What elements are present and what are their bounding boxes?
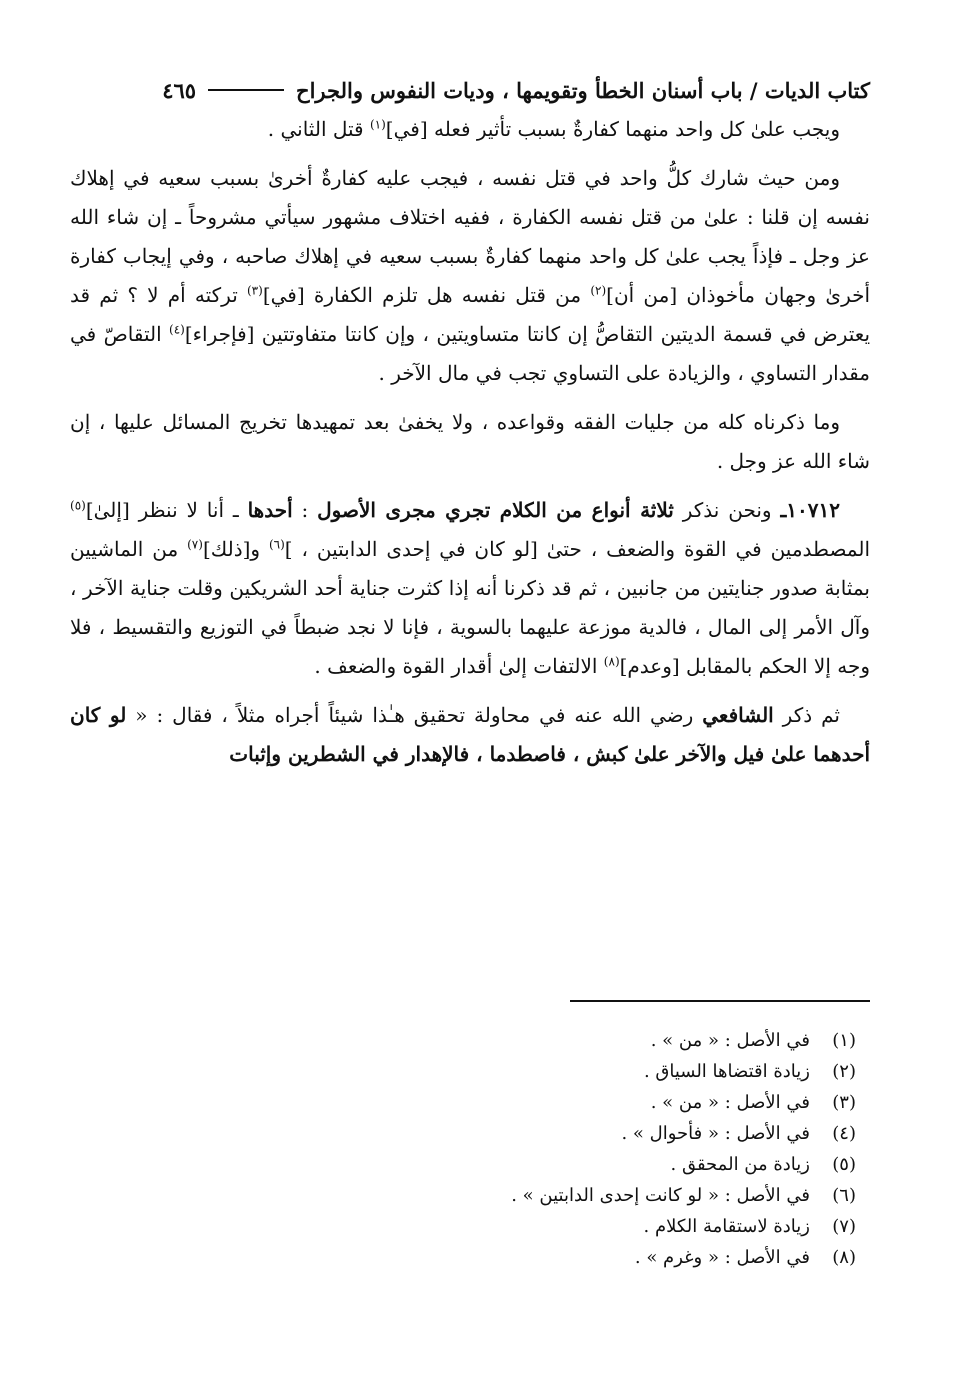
footnote-number: (١) [832, 1030, 856, 1051]
footnote-text: زيادة لاستقامة الكلام . [643, 1216, 810, 1237]
bold-text: الشافعي [702, 703, 774, 727]
text-run: تركته أم لا ؟ ثم قد يعترض في قسمة الديتين التقاصُّ إن كانتا متساويتين ، وإن كانتا متفاوتتين [فإجراء] [70, 283, 871, 346]
footnote-number: (٣) [832, 1092, 856, 1113]
footnote-ref: (٣) [246, 283, 263, 298]
text-run: وما ذكرناه كله من جليات الفقه وقواعده ، ولا يخفىٰ بعد تمهيدها تخريج المسائل عليها ، إن شاء الله عز وجل . [70, 410, 870, 473]
footnote-text: زيادة اقتضاها السياق . [643, 1061, 810, 1082]
footnote-item [70, 1087, 870, 1118]
text-run: ونحن نذكر [673, 498, 781, 522]
text-run: من الماشيين بمثابة صدور جنايتين من جانبين ، ثم قد ذكرنا أنه إذا كثرت جناية أحد الشريكين وقلت جناية الآخر ، وآل الأمر إلى المال ، فالدية موزعة عليهما بالسوية ، فإنا لا نجد ضبطاً في التوزيع والتقسيط ، فلا وجه إلا الحكم بالمقابل [وعدم] [70, 537, 871, 678]
text-run: رضي الله عنه في محاولة تحقيق هـٰذا شيئاً أجراه مثلاً ، فقال : « [126, 703, 703, 727]
paragraph [70, 403, 870, 481]
footnote-number: (٥) [832, 1154, 856, 1175]
bold-text: ١٠٧١٢ـ [780, 498, 841, 522]
footnote-text: في الأصل : « وغرم » . [634, 1247, 810, 1268]
text-run: ثم ذكر [773, 703, 840, 727]
header-rule [208, 89, 284, 91]
book-page [70, 70, 870, 1330]
main-text [70, 110, 870, 774]
paragraph [70, 696, 870, 774]
footnote-number: (٦) [832, 1185, 856, 1206]
footnote-separator [570, 1000, 870, 1002]
footnote-ref: (١) [369, 117, 386, 132]
footnote-number: (٧) [832, 1216, 856, 1237]
footnote-item [70, 1242, 870, 1273]
footnote-ref: (٤) [169, 322, 185, 337]
bold-text: أحدها [247, 498, 293, 522]
footnote-number: (٢) [832, 1061, 856, 1082]
running-header [70, 70, 870, 110]
footnote-text: في الأصل : « فأحوال » . [621, 1123, 810, 1144]
footnote-text: في الأصل : « لو كانت إحدى الدابتين » . [511, 1185, 810, 1206]
text-run: ـ أنا لا ننظر [إلىٰ] [85, 498, 248, 522]
text-run: الالتفات إلىٰ أقدار القوة والضعف . [314, 654, 604, 678]
text-run: ويجب علىٰ كل واحد منهما كفارةٌ بسبب تأثير فعله [في] [385, 117, 840, 141]
footnote-ref: (٨) [603, 654, 620, 669]
footnote-ref: (٥) [70, 498, 86, 513]
footnote-ref: (٢) [590, 283, 607, 298]
footnote-item [70, 1025, 870, 1056]
text-run: : [292, 498, 318, 522]
text-run: المصطدمين في القوة والضعف ، حتىٰ [لو كان في إحدى الدابتين ، ] [284, 537, 871, 561]
paragraph [70, 110, 870, 149]
footnote-ref: (٦) [268, 537, 285, 552]
header-title: كتاب الديات / باب أسنان الخطأ وتقويمها ، وديات النفوس والجراح [296, 77, 870, 103]
text-run: ومن حيث شارك كلُّ واحد في قتل نفسه ، فيجب عليه كفارةٌ أخرىٰ بسبب سعيه في إهلاك نفسه إن قلنا : علىٰ من قتل نفسه الكفارة ، ففيه اختلاف مشهور سيأتي مشروحاً ـ إن شاء الله عز وجل ـ فإذاً يجب علىٰ كل واحد منهما كفارةٌ بسبب سعيه في إهلاك صاحبه ، وفي إيجاب كفارة أخرىٰ وجهان مأخوذان [من أن] [70, 166, 871, 307]
text-run: و[ذلك] [202, 537, 269, 561]
text-run: التقاصّ في مقدار التساوي ، والزيادة على التساوي تجب في مال الآخر . [70, 322, 870, 385]
footnote-item [70, 1180, 870, 1211]
bold-text: لو كان أحدهما علىٰ فيل والآخر علىٰ كبش ، فاصطدما ، فالإهدار في الشطرين وإثبات [70, 703, 870, 766]
text-run: قتل الثاني . [267, 117, 370, 141]
footnote-item [70, 1211, 870, 1242]
paragraph [70, 491, 870, 686]
footnote-text: في الأصل : « من » . [650, 1092, 810, 1113]
footnote-item [70, 1149, 870, 1180]
footnote-ref: (٧) [187, 537, 203, 552]
bold-text: ثلاثة أنواع من الكلام تجري مجرى الأصول [317, 498, 674, 522]
text-run: من قتل نفسه هل تلزم الكفارة [في] [262, 283, 591, 307]
footnote-number: (٤) [832, 1123, 856, 1144]
footnote-number: (٨) [832, 1247, 856, 1268]
footnotes [70, 1025, 870, 1273]
paragraph [70, 159, 870, 393]
footnote-text: في الأصل : « من » . [650, 1030, 810, 1051]
footnote-item [70, 1056, 870, 1087]
footnote-text: زيادة من المحقق . [670, 1154, 810, 1175]
footnote-item [70, 1118, 870, 1149]
page-number: ٤٦٥ [162, 77, 197, 103]
